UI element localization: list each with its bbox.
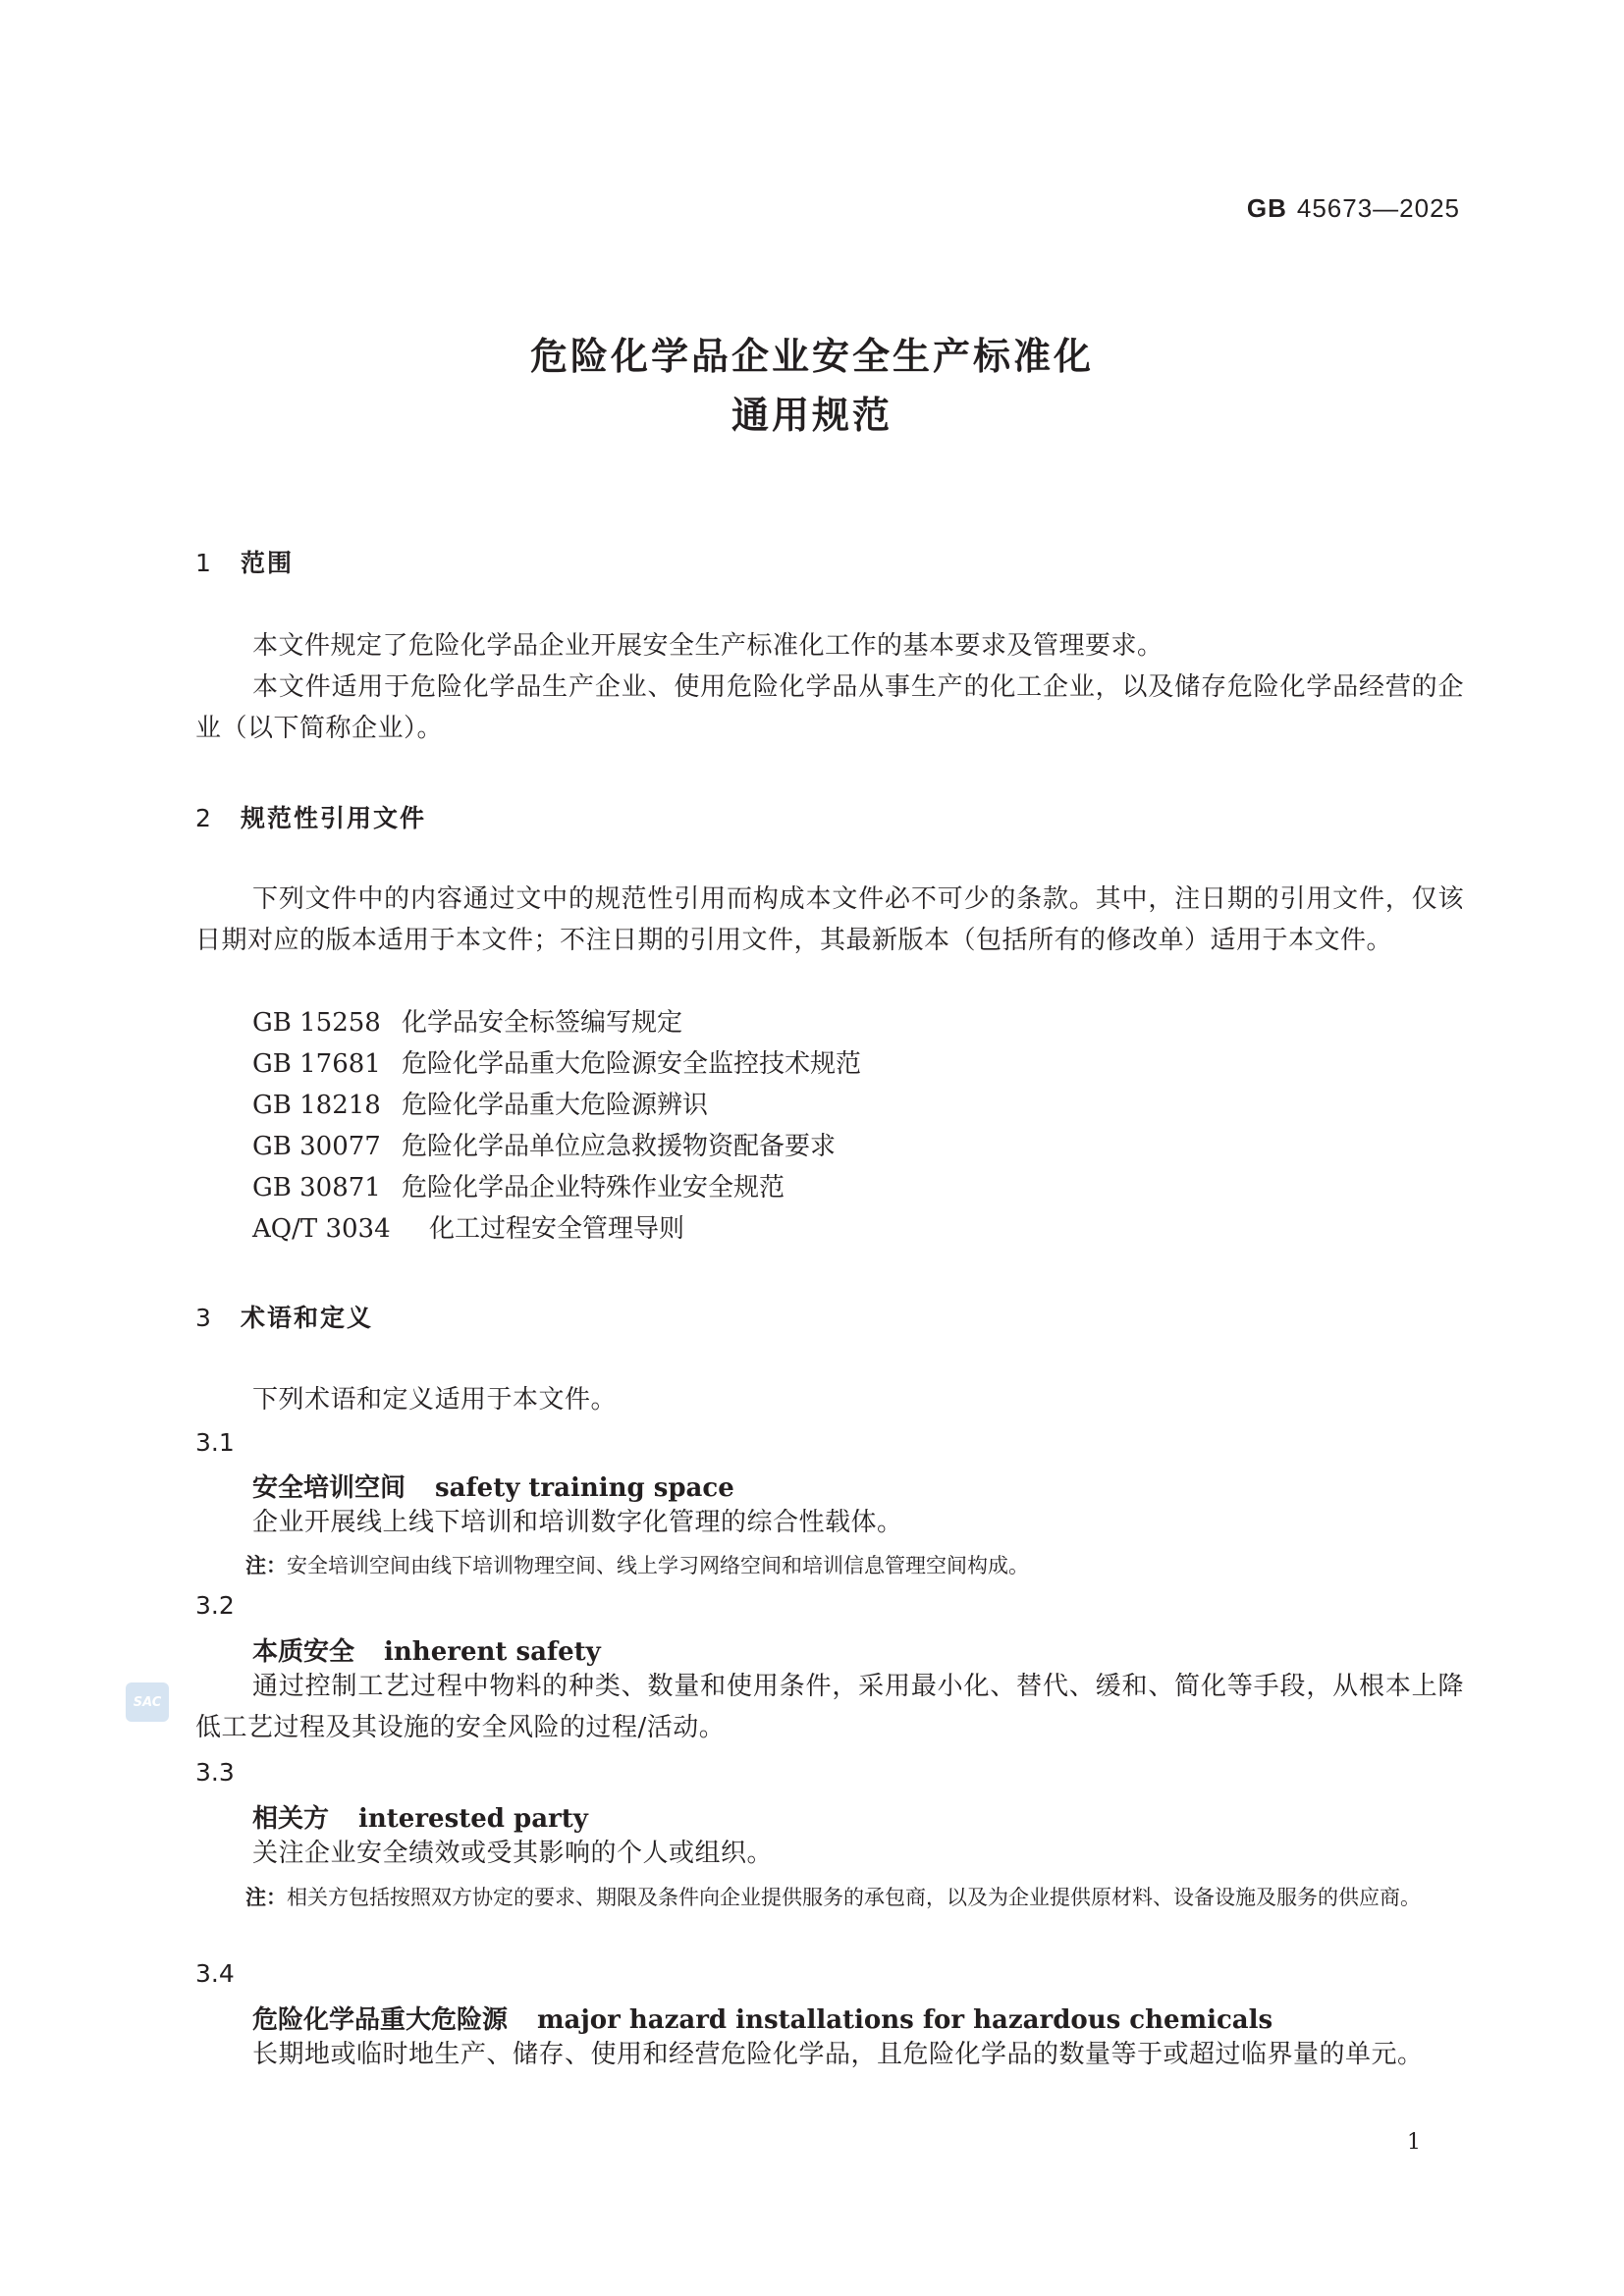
- reference-item: [252, 1043, 861, 1085]
- term-name-en: interested party: [358, 1804, 588, 1834]
- term-name-en: safety training space: [435, 1473, 734, 1503]
- term-note: [245, 1549, 1507, 1582]
- sac-watermark-logo: SAC: [126, 1682, 169, 1722]
- reference-title: 化学品安全标签编写规定: [402, 1008, 683, 1038]
- term-definition: 长期地或临时地生产、储存、使用和经营危险化学品，且危险化学品的数量等于或超过临界量的单元。: [252, 2040, 1424, 2069]
- term-definition: 企业开展线上线下培训和培训数字化管理的综合性载体。: [252, 1508, 903, 1537]
- reference-title: 化工过程安全管理导则: [429, 1214, 685, 1244]
- document-title-line2: 通用规范: [731, 394, 893, 437]
- term-name: [252, 2000, 1272, 2036]
- term-definition: 通过控制工艺过程中物料的种类、数量和使用条件，采用最小化、替代、缓和、简化等手段，从根本上降低工艺过程及其设施的安全风险的过程/活动。: [195, 1672, 1464, 1742]
- section-3-paragraph-1: 下列术语和定义适用于本文件。: [252, 1385, 618, 1415]
- note-text: 相关方包括按照双方协定的要求、期限及条件向企业提供服务的承包商，以及为企业提供原材料、设备设施及服务的供应商。: [287, 1886, 1421, 1909]
- note-label: 注：: [245, 1554, 287, 1577]
- reference-code: GB 17681: [252, 1049, 381, 1079]
- section-1-heading: [195, 544, 294, 579]
- reference-title: 危险化学品重大危险源辨识: [402, 1091, 709, 1120]
- document-title-line1: 危险化学品企业安全生产标准化: [529, 335, 1094, 378]
- section-3-heading: [195, 1299, 373, 1334]
- section-number: 1: [195, 549, 213, 577]
- term-note: [245, 1881, 1507, 1914]
- term-name-zh: 危险化学品重大危险源: [252, 2005, 509, 2035]
- term-definition: 关注企业安全绩效或受其影响的个人或组织。: [252, 1839, 774, 1868]
- reference-title: 危险化学品重大危险源安全监控技术规范: [402, 1049, 862, 1079]
- term-number: 3.3: [195, 1758, 235, 1787]
- term-name-zh: 本质安全: [252, 1637, 355, 1667]
- section-title: 术语和定义: [241, 1304, 374, 1332]
- section-1-paragraph-1: 本文件规定了危险化学品企业开展安全生产标准化工作的基本要求及管理要求。: [252, 631, 1164, 661]
- reference-title: 危险化学品企业特殊作业安全规范: [402, 1173, 785, 1202]
- page-number: 1: [1407, 2130, 1421, 2155]
- document-code: [1247, 193, 1460, 224]
- doc-code-number: 45673—2025: [1296, 193, 1460, 223]
- section-1-paragraph-2: 本文件适用于危险化学品生产企业、使用危险化学品从事生产的化工企业，以及储存危险化学品经营的企业（以下简称企业）。: [195, 672, 1464, 743]
- reference-title: 危险化学品单位应急救援物资配备要求: [402, 1132, 837, 1161]
- note-text: 安全培训空间由线下培训物理空间、线上学习网络空间和培训信息管理空间构成。: [287, 1554, 1029, 1577]
- term-name: [252, 1468, 734, 1504]
- term-name-en: inherent safety: [384, 1637, 601, 1667]
- reference-code: AQ/T 3034: [252, 1214, 391, 1244]
- term-number: 3.4: [195, 1959, 235, 1988]
- reference-item: [252, 1002, 682, 1043]
- term-number: 3.1: [195, 1428, 235, 1457]
- term-name-zh: 安全培训空间: [252, 1473, 406, 1503]
- reference-code: GB 18218: [252, 1091, 381, 1120]
- reference-item: [252, 1085, 708, 1126]
- reference-code: GB 30871: [252, 1173, 381, 1202]
- doc-code-prefix: GB: [1246, 193, 1287, 223]
- section-title: 范围: [241, 549, 295, 577]
- section-2-heading: [195, 799, 426, 834]
- term-name: [252, 1631, 601, 1668]
- section-number: 2: [195, 804, 213, 832]
- reference-item: [252, 1126, 836, 1167]
- section-title: 规范性引用文件: [241, 804, 427, 832]
- reference-item: [252, 1208, 684, 1250]
- reference-item: [252, 1167, 785, 1208]
- term-name: [252, 1798, 588, 1835]
- term-number: 3.2: [195, 1591, 235, 1620]
- reference-code: GB 30077: [252, 1132, 381, 1161]
- term-name-zh: 相关方: [252, 1804, 330, 1834]
- note-label: 注：: [245, 1886, 287, 1909]
- section-number: 3: [195, 1304, 213, 1332]
- term-name-en: major hazard installations for hazardous chemicals: [537, 2005, 1273, 2035]
- reference-code: GB 15258: [252, 1008, 381, 1038]
- section-2-paragraph-1: 下列文件中的内容通过文中的规范性引用而构成本文件必不可少的条款。其中，注日期的引用文件，仅该日期对应的版本适用于本文件；不注日期的引用文件，其最新版本（包括所有的修改单）适用于本文件。: [195, 884, 1464, 955]
